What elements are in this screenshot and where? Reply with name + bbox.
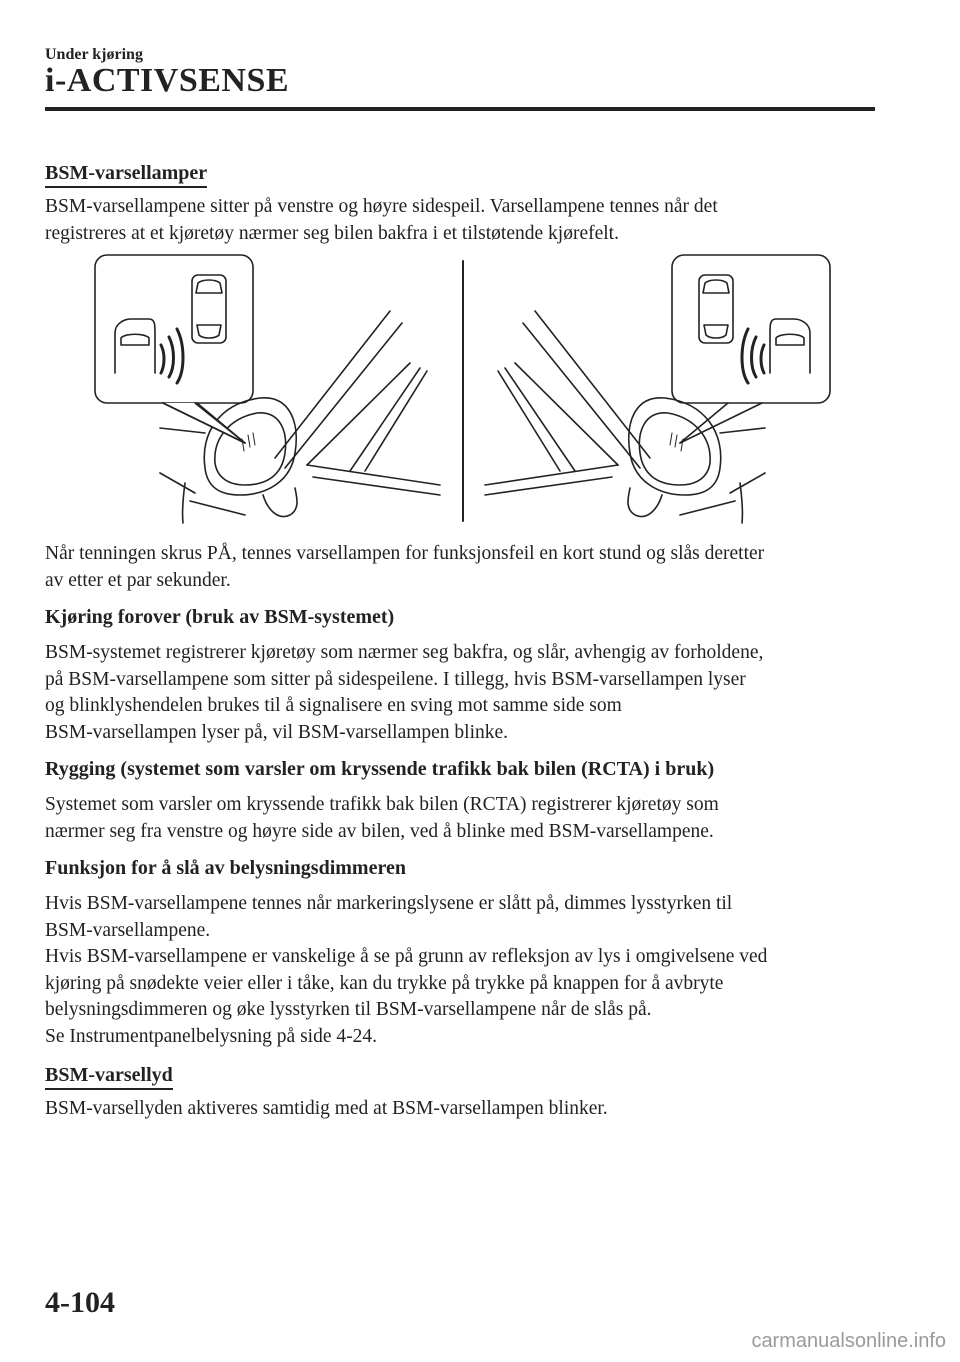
paragraph-line: BSM-varsellampene sitter på venstre og høyre sidespeil. Varsellampene tennes når det [45,196,718,217]
heading-bsm-sound: BSM-varsellyd [45,1062,173,1090]
paragraph-line: BSM-varsellyden aktiveres samtidig med at BSM-varsellampen blinker. [45,1098,608,1119]
cross-reference: Se Instrumentpanelbelysning på side 4-24. [45,1025,377,1047]
paragraph-line: av etter et par sekunder. [45,569,231,591]
paragraph-line: BSM-varsellampen lyser på, vil BSM-varsellampen blinke. [45,721,509,743]
bsm-mirror-illustration [45,253,880,533]
left-mirror-scene [95,255,440,523]
section-label: Under kjøring [45,46,143,63]
page-number: 4-104 [45,1286,115,1319]
paragraph-line: Systemet som varsler om kryssende trafikk bak bilen (RCTA) registrerer kjøretøy som [45,794,719,815]
paragraph-line: Hvis BSM-varsellampene tennes når markeringslysene er slått på, dimmes lysstyrken til [45,893,733,914]
heading-forward-driving: Kjøring forover (bruk av BSM-systemet) [45,606,395,628]
paragraph-line: kjøring på snødekte veier eller i tåke, kan du trykke på trykke på knappen for å avbryte [45,972,724,994]
bsm-warning-icon-right [699,275,810,383]
paragraph-line: registreres at et kjøretøy nærmer seg bilen bakfra i et tilstøtende kjørefelt. [45,222,619,244]
paragraph-line: BSM-systemet registrerer kjøretøy som nærmer seg bakfra, og slår, avhengig av forholdene, [45,642,764,663]
title-divider [45,107,875,111]
paragraph-line: på BSM-varsellampene som sitter på sidespeilene. I tillegg, hvis BSM-varsellampen lyser [45,668,746,690]
chapter-title: i-ACTIVSENSE [45,62,290,99]
heading-dimmer: Funksjon for å slå av belysningsdimmeren [45,857,406,879]
paragraph-line: Hvis BSM-varsellampene er vanskelige å se på grunn av refleksjon av lys i omgivelsene ved [45,946,768,967]
page-content [45,160,880,1123]
right-mirror-scene [485,255,830,523]
paragraph-line: nærmer seg fra venstre og høyre side av bilen, ved å blinke med BSM-varsellampene. [45,820,714,842]
paragraph-line: BSM-varsellampene. [45,919,211,941]
paragraph-line: belysningsdimmeren og øke lysstyrken til BSM-varsellampene når de slås på. [45,999,652,1020]
watermark: carmanualsonline.info [751,1330,946,1352]
paragraph-line: og blinklyshendelen brukes til å signalisere en sving mot samme side som [45,695,622,716]
paragraph-line: Når tenningen skrus PÅ, tennes varsellampen for funksjonsfeil en kort stund og slås deretter [45,543,765,564]
heading-reverse: Rygging (systemet som varsler om kryssende trafikk bak bilen (RCTA) i bruk) [45,758,715,780]
heading-bsm-lamps: BSM-varsellamper [45,160,207,188]
mirror-illustration-svg [45,253,880,533]
bsm-warning-icon-left [115,275,226,383]
